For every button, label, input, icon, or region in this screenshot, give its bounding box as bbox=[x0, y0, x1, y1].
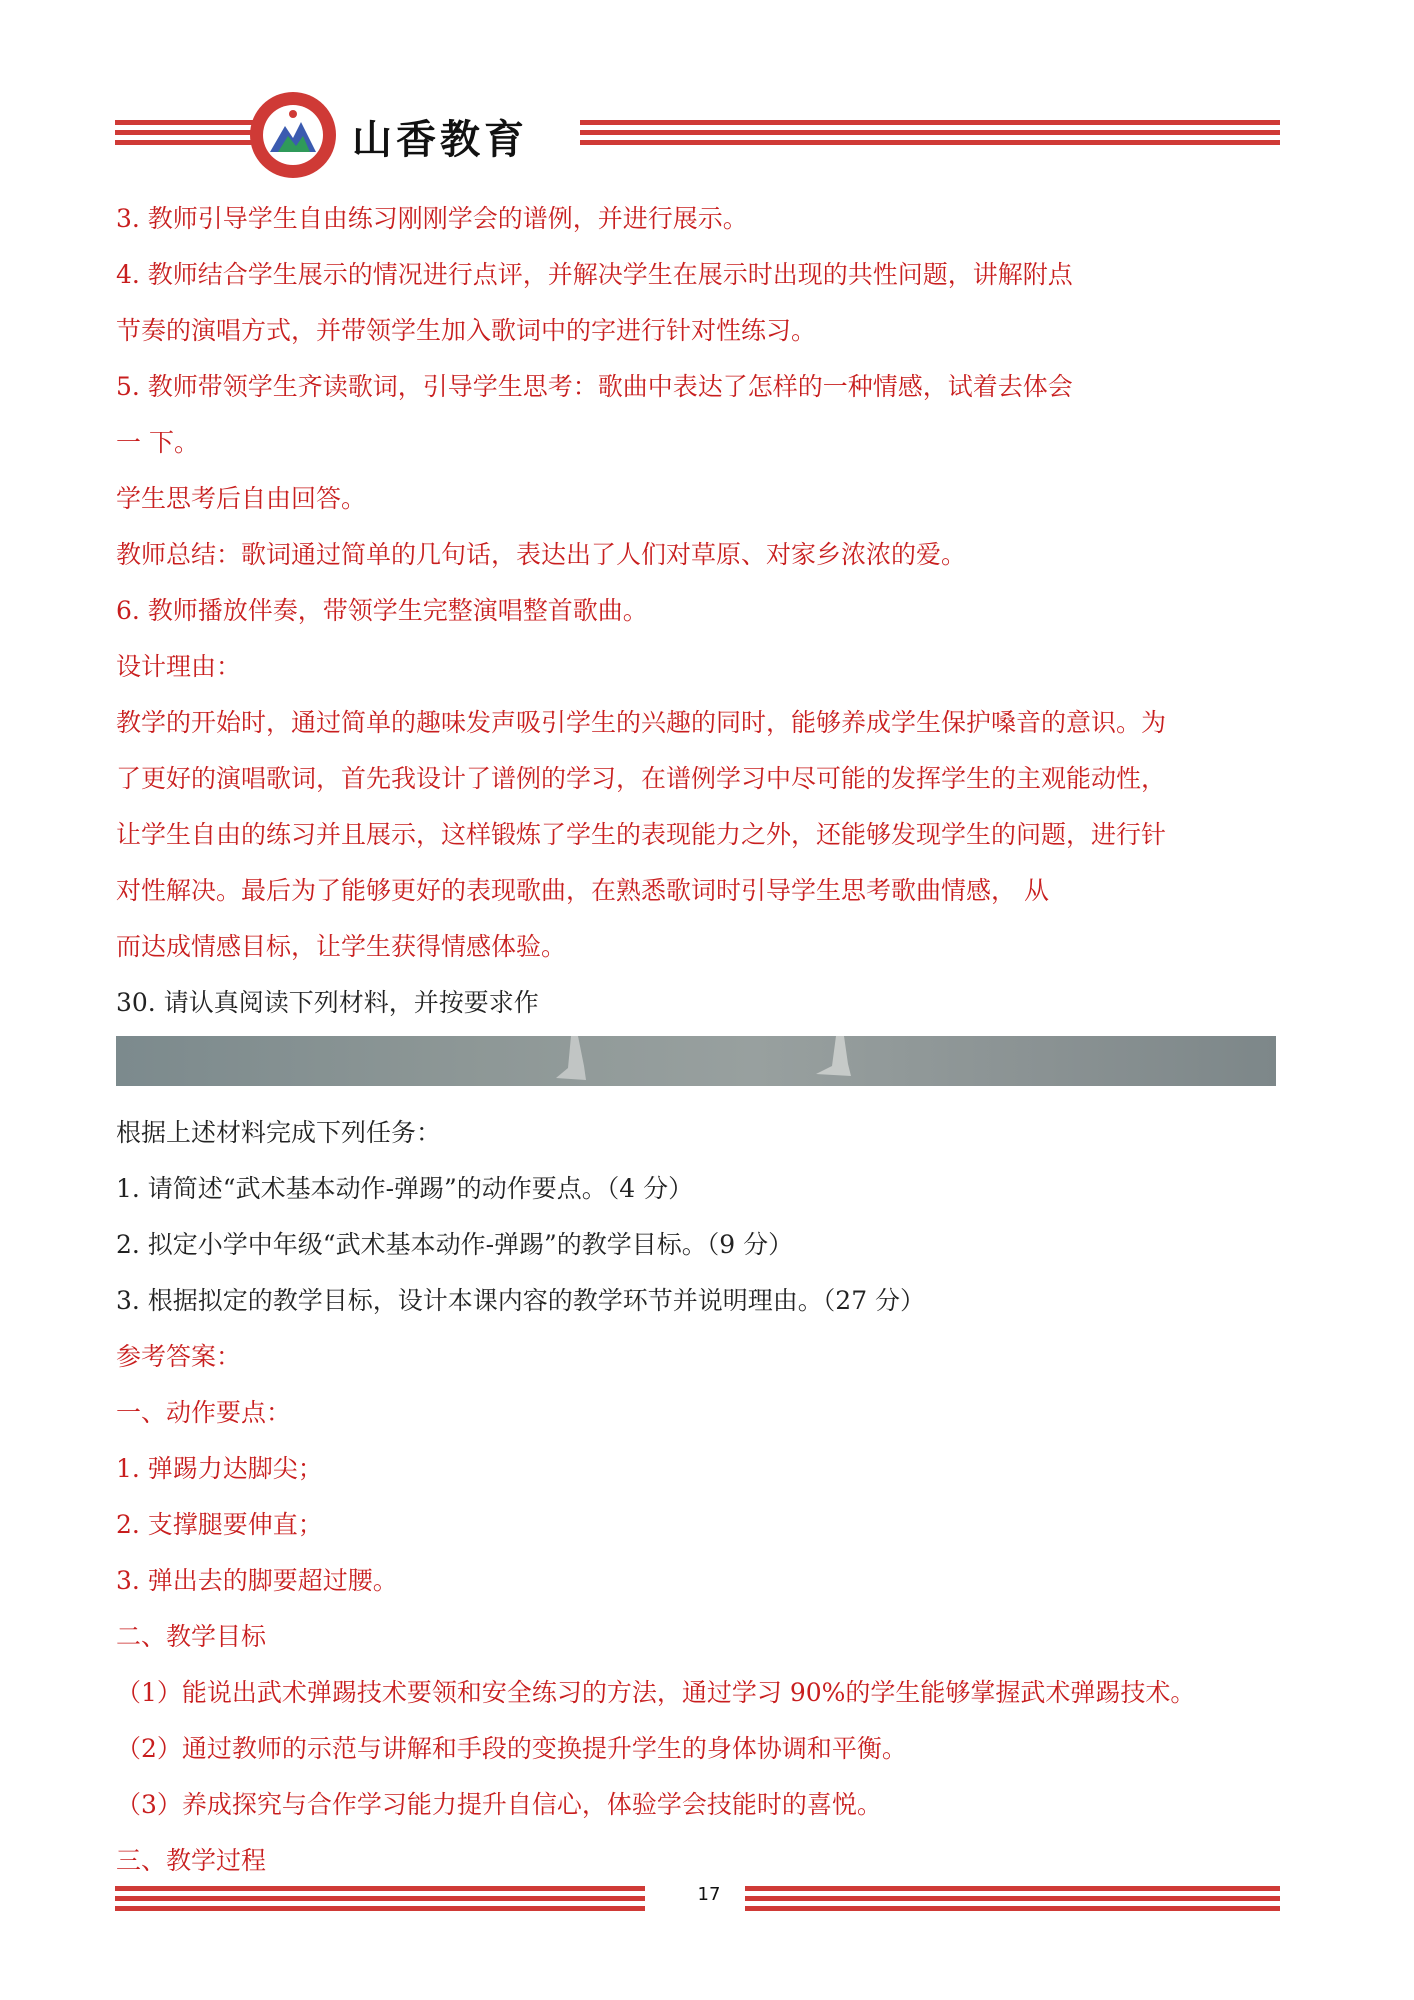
text-line: 2. 支撑腿要伸直； bbox=[116, 1510, 323, 1539]
text-line: 1. 请简述“武术基本动作-弹踢”的动作要点。（4 分） bbox=[116, 1174, 694, 1203]
text-line: 让学生自由的练习并且展示，这样锻炼了学生的表现能力之外，还能够发现学生的问题，进行针 bbox=[116, 820, 1167, 849]
legs-figure-icon bbox=[116, 1036, 1276, 1086]
page-number: 17 bbox=[697, 1884, 721, 1905]
header-stripes-left bbox=[115, 120, 255, 145]
text-line: 3. 弹出去的脚要超过腰。 bbox=[116, 1566, 398, 1595]
text-line: 三、教学过程 bbox=[116, 1846, 267, 1875]
text-line: 5. 教师带领学生齐读歌词，引导学生思考：歌曲中表达了怎样的一种情感，试着去体会 bbox=[116, 372, 1073, 401]
text-line: 2. 拟定小学中年级“武术基本动作-弹踢”的教学目标。（9 分） bbox=[116, 1230, 794, 1259]
text-line: 节奏的演唱方式，并带领学生加入歌词中的字进行针对性练习。 bbox=[116, 316, 817, 345]
shanxiang-logo-icon bbox=[248, 90, 338, 180]
footer-stripes-left bbox=[115, 1886, 645, 1911]
text-line: （3）养成探究与合作学习能力提升自信心，体验学会技能时的喜悦。 bbox=[116, 1790, 882, 1819]
text-line: 根据上述材料完成下列任务： bbox=[116, 1118, 442, 1147]
text-line: 30. 请认真阅读下列材料，并按要求作 bbox=[116, 988, 539, 1017]
text-line: 一、动作要点： bbox=[116, 1398, 292, 1427]
text-line: 3. 根据拟定的教学目标，设计本课内容的教学环节并说明理由。（27 分） bbox=[116, 1286, 926, 1315]
text-line: （2）通过教师的示范与讲解和手段的变换提升学生的身体协调和平衡。 bbox=[116, 1734, 907, 1763]
text-line: 学生思考后自由回答。 bbox=[116, 484, 367, 513]
text-line: 参考答案： bbox=[116, 1342, 242, 1371]
footer-stripes-right bbox=[745, 1886, 1280, 1911]
text-line: 一 下。 bbox=[116, 428, 199, 457]
text-line: 二、教学目标 bbox=[116, 1622, 267, 1651]
text-line: 教学的开始时，通过简单的趣味发声吸引学生的兴趣的同时，能够养成学生保护嗓音的意识。为 bbox=[116, 708, 1167, 737]
page-header bbox=[0, 90, 1414, 180]
text-line: 3. 教师引导学生自由练习刚刚学会的谱例，并进行展示。 bbox=[116, 204, 748, 233]
page-footer bbox=[0, 1880, 1414, 1920]
text-line: 教师总结：歌词通过简单的几句话，表达出了人们对草原、对家乡浓浓的爱。 bbox=[116, 540, 967, 569]
text-line: 4. 教师结合学生展示的情况进行点评，并解决学生在展示时出现的共性问题，讲解附点 bbox=[116, 260, 1073, 289]
text-line: 对性解决。最后为了能够更好的表现歌曲，在熟悉歌词时引导学生思考歌曲情感， 从 bbox=[116, 876, 1049, 905]
brand-title: 山香教育 bbox=[352, 117, 528, 163]
header-stripes-right bbox=[580, 120, 1280, 145]
text-line: 设计理由： bbox=[116, 652, 242, 681]
text-line: （1）能说出武术弹踢技术要领和安全练习的方法，通过学习 90%的学生能够掌握武术弹踢技术。 bbox=[116, 1678, 1196, 1707]
text-line: 了更好的演唱歌词，首先我设计了谱例的学习，在谱例学习中尽可能的发挥学生的主观能动性， bbox=[116, 764, 1167, 793]
text-line: 6. 教师播放伴奏，带领学生完整演唱整首歌曲。 bbox=[116, 596, 648, 625]
text-line: 1. 弹踢力达脚尖； bbox=[116, 1454, 323, 1483]
text-line: 而达成情感目标，让学生获得情感体验。 bbox=[116, 932, 567, 961]
material-photo-strip bbox=[116, 1036, 1276, 1086]
